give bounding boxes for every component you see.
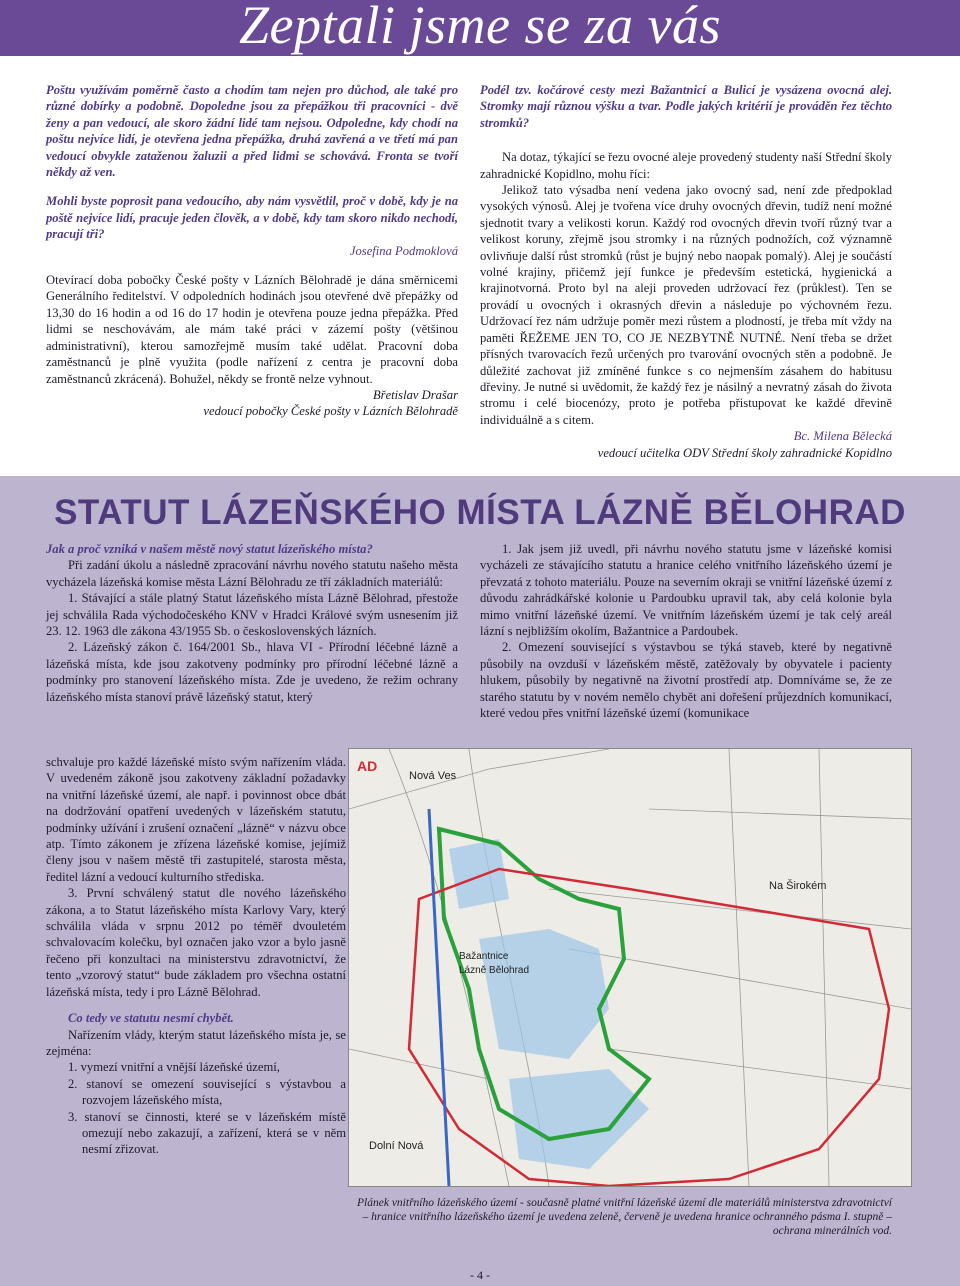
- question-post: Poštu využívám poměrně často a chodím tam nejen pro důchod, ale také pro různé dobírky a podobně. Dopoledne jsou za přepážkou tři pracovníci - dvě ženy a pan vedoucí, ale skoro žádní lidé tam nejsou. Odpoledne, kdy chodí na poštu nejvíce lidí, je otevřena jedna přepážka, druhá zavřená a ve třetí má pan vedoucí obvykle zataženou žaluzii a před lidmi se schovává. Fronta se tvoří někdy až ven.: [46, 83, 458, 180]
- statut-question-2: Co tedy ve statutu nesmí chybět.: [68, 1011, 234, 1026]
- left-column: [46, 82, 458, 420]
- map-label: Nová Ves: [409, 770, 457, 782]
- statut-paragraph: Při zadání úkolu a následně zpracování návrhu nového statutu našeho města vycházela lázeňská komise města Lázní Bělohradu ze tří základních materiálů:: [46, 558, 458, 589]
- answer-author-role: vedoucí pobočky České pošty v Lázních Bělohradě: [203, 404, 458, 419]
- answer-author-name: Bc. Milena Bělecká: [793, 429, 892, 444]
- question-alley: Podél tzv. kočárové cesty mezi Bažantnicí a Bulicí je vysázena ovocná alej. Stromky mají různou výšku a tvar. Podle jakých kritérií je prováděn řez těchto stromků?: [480, 83, 892, 130]
- map-label: Na Širokém: [769, 880, 827, 892]
- question-post-2: Mohli byste poprosit pana vedoucího, aby nám vysvětlil, proč v době, kdy je na poště nejvíce lidí, pracuje jeden člověk, a v době, kdy tam skoro nikdo nechodí, pracují tři?: [46, 194, 458, 242]
- statut-list: [46, 1059, 346, 1157]
- spa-territory-map: [348, 748, 912, 1187]
- question-author: Josefina Podmoklová: [349, 243, 458, 258]
- map-caption: Plánek vnitřního lázeňského území - současně platné vnitřní lázeňské území dle materiálů ministerstva zdravotnictví – hranice vnitřního lázeňského území je uvedena zeleně, červeně je uvedena hranice ochranného pásma I. stupně – ochrana minerálních vod.: [357, 1197, 892, 1238]
- statut-right-column: [480, 541, 892, 721]
- map-label: Lázně Bělohrad: [459, 965, 530, 976]
- list-item: 1. vymezí vnitřní a vnější lázeňské území,: [68, 1060, 280, 1075]
- right-column: [480, 82, 892, 461]
- statut-paragraph: schvaluje pro každé lázeňské místo svým nařízením vláda. V uvedeném zákoně jsou zakotveny základní požadavky na vnitřní lázeňské území, ale např. i povinnost obce dbát na dodržování opatření uvedených v lázeňském statutu, podmínky užívání i zrušení označení „lázně“ v názvu obce atp. Tímto zákonem je zřízena lázeňské komise, jejímiž členy jsou v našem městě tři zastupitelé, starosta města, ředitel lázní a vedoucí kulturního střediska.: [46, 755, 346, 884]
- answer-author-name: Břetislav Drašar: [372, 387, 458, 402]
- answer-author-role: vedoucí učitelka ODV Střední školy zahradnické Kopidlno: [597, 445, 892, 460]
- map-label: AD: [357, 758, 378, 774]
- statut-paragraph: Nařízením vlády, kterým statut lázeňského místa je, se zejména:: [46, 1027, 346, 1058]
- map-drawing: [349, 749, 911, 1186]
- map-label: Bažantnice: [459, 951, 509, 962]
- list-item: 3. stanoví se činnosti, které se v lázeňském místě omezují nebo zakazují, a zařízení, která se v něm nesmí zřizovat.: [68, 1109, 346, 1157]
- page-number: - 4 -: [470, 1268, 490, 1282]
- answer-intro: Na dotaz, týkající se řezu ovocné aleje provedený studenty naší Střední školy zahradnické Kopidlno, mohu říci:: [480, 150, 892, 181]
- answer-post: Otevírací doba pobočky České pošty v Lázních Bělohradě je dána směrnicemi Generálního ředitelství. V odpoledních hodinách jsou otevřené dvě přepážky od 13,30 do 16 hodin a od 16 do 17 hodin je otevřena pouze jedna přepážka. Před lidmi se neschovávám, ale mám také práci v zázemí pošty (většinou administrativní), kterou samozřejmě musím také udělat. Pracovní doba zaměstnanců je plně využita (podle nařízení z centra je pracovní doba zaměstnanců zkrácená). Bohužel, někdy se frontě nelze vyhnout.: [46, 273, 458, 386]
- statut-left-column: [46, 541, 458, 705]
- statut-paragraph: 2. Lázeňský zákon č. 164/2001 Sb., hlava VI - Přírodní léčebné lázně a lázeňská místa, kde jsou zakotveny podmínky pro přírodní léčebné lázně a podmínky pro stanovení lázeňského místa. Zde je uvedeno, že režim ochrany lázeňského místa stanoví právě lázeňský statut, který: [46, 640, 458, 704]
- statut-paragraph: 3. První schválený statut dle nového lázeňského zákona, a to Statut lázeňského místa Karlovy Vary, který schválila vláda v srpnu 2012 po téměř dvouletém schvalovacím kolečku, byl označen jako vzor a bylo jasně řečeno při konzultaci na ministerstvu zdravotnictví, že tento „vzorový statut“ bude základem pro všechna ostatní lázeňská místa, tedy i pro Lázně Bělohrad.: [46, 886, 346, 999]
- answer-alley: Jelikož tato výsadba není vedena jako ovocný sad, není zde předpoklad vysokých výnosů. Alej je tvořena více druhy ovocných dřevin, tudíž není možné sjednotit tvary a velikosti korun. Každý rod ovocných dřevin tvoří různý tvar a velikost koruny, zřejmě jsou stromky i na různých podnožích, což významně ovlivňuje další růst stromků (růst je bujný nebo naopak pomalý). Alej je součástí volné krajiny, přičemž její funkce je především estetická, hygienická a krajinotvorná. Proto byl na aleji proveden udržovací řez (průklest). Ten se provádí u ovocných i okrasných dřevin a následuje po výchovném řezu. Udržovací řez nám udržuje poměr mezi růstem a plodností, je třeba mít vždy na paměti ŘEŽEME JEN TO, CO JE NEZBYTNĚ NUTNÉ. Není třeba se držet přísných tvarovacích řezů určených pro tvarování ovocných stěn a podobně. Je důležité zachovat již zmíněné funkce s co nejmenším zásahem do habitusu dřeviny. Je nutné si uvědomit, že každý řez je násilný a nevratný zásah do života stromu i celé biocenózy, proto je potřeba přistupovat ke každé dřevině individuálně a s citem.: [480, 183, 892, 427]
- list-item: 2. stanoví se omezení související s výstavbou a rozvojem lázeňského místa,: [68, 1076, 346, 1108]
- statut-paragraph: 1. Jak jsem již uvedl, při návrhu nového statutu jsme v lázeňské komisi vycházeli ze stávajícího statutu a hranice celého vnitřního lázeňského území je převzatá z tohoto materiálu. Pouze na severním okraji se vnitřní lázeňské území z důvodu zahrádkářské kolonie u Pardoubku upravil tak, aby celá kolonie byla mimo vnitřní lázeňské území. Ve vnitřním lázeňském území je tak celý areál lázní s nejbližším okolím, Bažantnice a Pardoubek.: [480, 542, 892, 639]
- map-label: Dolní Nová: [369, 1140, 424, 1152]
- statut-paragraph: 1. Stávající a stále platný Statut lázeňského místa Lázně Bělohrad, přestože jej schválila Rada východočeského KNV v Hradci Králové svým usnesením již 23. 12. 1963 dle zákona 43/1955 Sb. o československých lázních.: [46, 591, 458, 639]
- statut-question-1: Jak a proč vzniká v našem městě nový statut lázeňského místa?: [46, 542, 373, 556]
- statut-paragraph: 2. Omezení související s výstavbou se týká staveb, které by negativně působily na ovzduší v lázeňském městě, zatěžovaly by obyvatele i pacienty hlukem, působily by negativně na životní prostředí atp. Domníváme se, že ze starého statutu by v novém nemělo chybět ani dořešení průjezdních komunikací, které vedou přes vnitřní lázeňské území (komunikace: [480, 640, 892, 721]
- statut-left-narrow: [46, 754, 346, 1158]
- statut-title: STATUT LÁZEŇSKÉHO MÍSTA LÁZNĚ BĚLOHRAD: [54, 493, 906, 532]
- page-title: Zeptali jsme se za vás: [239, 0, 721, 55]
- page-header: [0, 0, 960, 56]
